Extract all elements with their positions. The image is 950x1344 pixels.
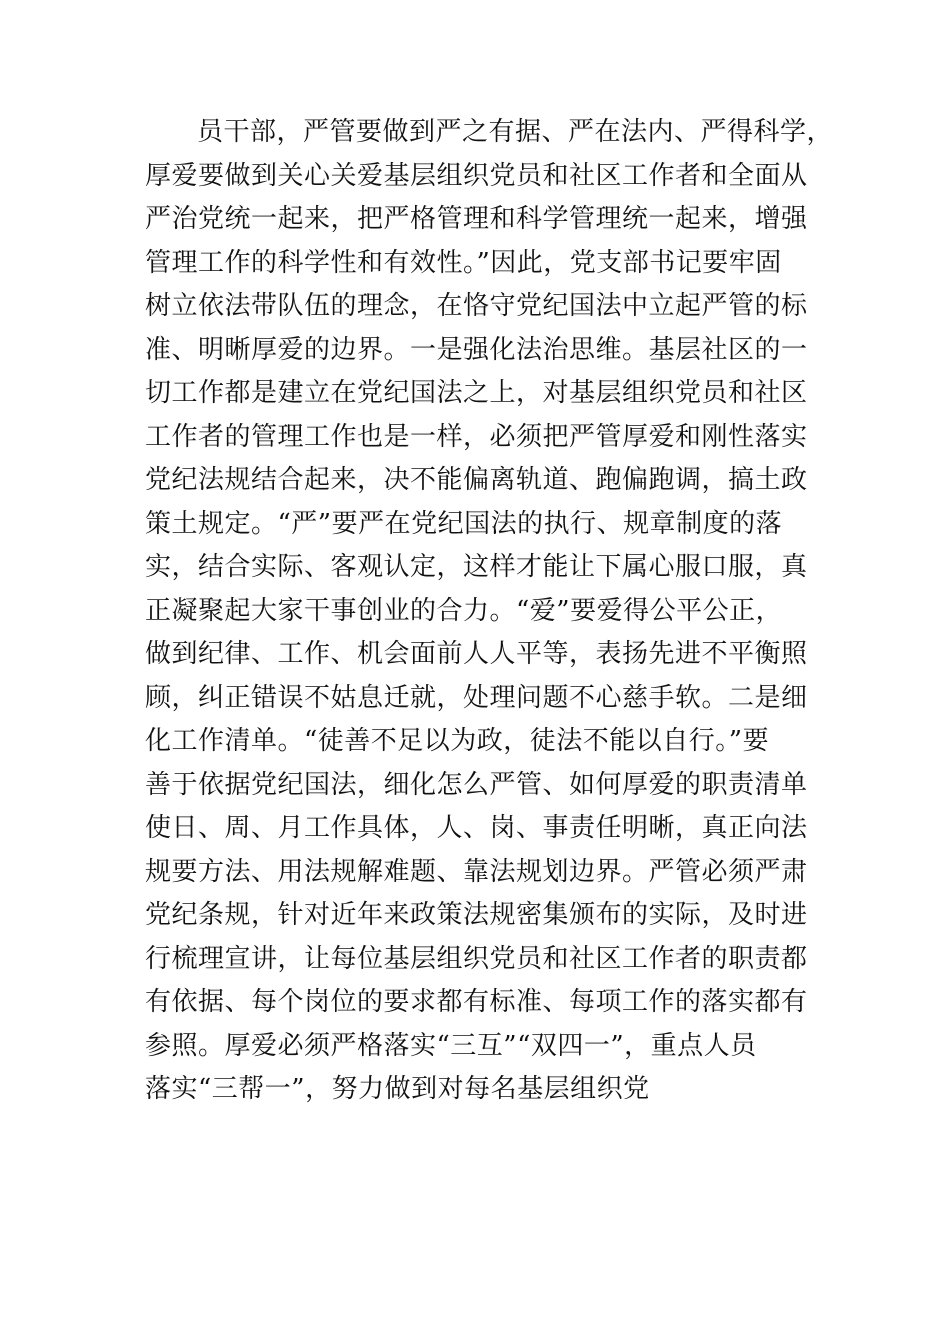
text-line: 有依据、每个岗位的要求都有标准、每项工作的落实都有 xyxy=(145,987,808,1017)
text-line: 行梳理宣讲，让每位基层组织党员和社区工作者的职责都 xyxy=(145,943,808,974)
text-line: 实，结合实际、客观认定，这样才能让下属心服口服，真 xyxy=(145,552,808,582)
text-line: 厚爱要做到关心关爱基层组织党员和社区工作者和全面从 xyxy=(145,160,808,191)
text-line: 顾，纠正错误不姑息迁就，处理问题不心慈手软。二是细 xyxy=(145,682,808,713)
text-line: 党纪法规结合起来，决不能偏离轨道、跑偏跑调，搞土政 xyxy=(145,465,808,495)
text-line: 落实“三帮一”，努力做到对每名基层组织党 xyxy=(145,1074,650,1104)
text-line: 员干部，严管要做到严之有据、严在法内、严得科学， xyxy=(197,117,834,147)
text-line: 党纪条规，针对近年来政策法规密集颁布的实际，及时进 xyxy=(145,900,808,930)
text-line: 树立依法带队伍的理念，在恪守党纪国法中立起严管的标 xyxy=(145,291,808,321)
text-line: 做到纪律、工作、机会面前人人平等，表扬先进不平衡照 xyxy=(145,639,808,669)
text-line: 参照。厚爱必须严格落实“三互”“双四一”，重点人员 xyxy=(145,1030,757,1061)
body-paragraph xyxy=(145,111,834,1112)
text-line: 严治党统一起来，把严格管理和科学管理统一起来，增强 xyxy=(145,204,808,234)
text-line: 管理工作的科学性和有效性。”因此，党支部书记要牢固 xyxy=(145,247,782,278)
text-line: 准、明晰厚爱的边界。一是强化法治思维。基层社区的一 xyxy=(145,334,808,365)
text-line: 正凝聚起大家干事创业的合力。“爱”要爱得公平公正， xyxy=(145,595,783,626)
text-line: 工作者的管理工作也是一样，必须把严管厚爱和刚性落实 xyxy=(145,421,808,452)
text-line: 化工作清单。“徒善不足以为政，徒法不能以自行。”要 xyxy=(145,726,770,756)
text-line: 切工作都是建立在党纪国法之上，对基层组织党员和社区 xyxy=(145,378,808,408)
text-line: 使日、周、月工作具体，人、岗、事责任明晰，真正向法 xyxy=(145,813,808,843)
text-line: 善于依据党纪国法，细化怎么严管、如何厚爱的职责清单 xyxy=(145,769,808,800)
text-line: 策土规定。“严”要严在党纪国法的执行、规章制度的落 xyxy=(145,508,783,539)
text-line: 规要方法、用法规解难题、靠法规划边界。严管必须严肃 xyxy=(145,856,808,887)
